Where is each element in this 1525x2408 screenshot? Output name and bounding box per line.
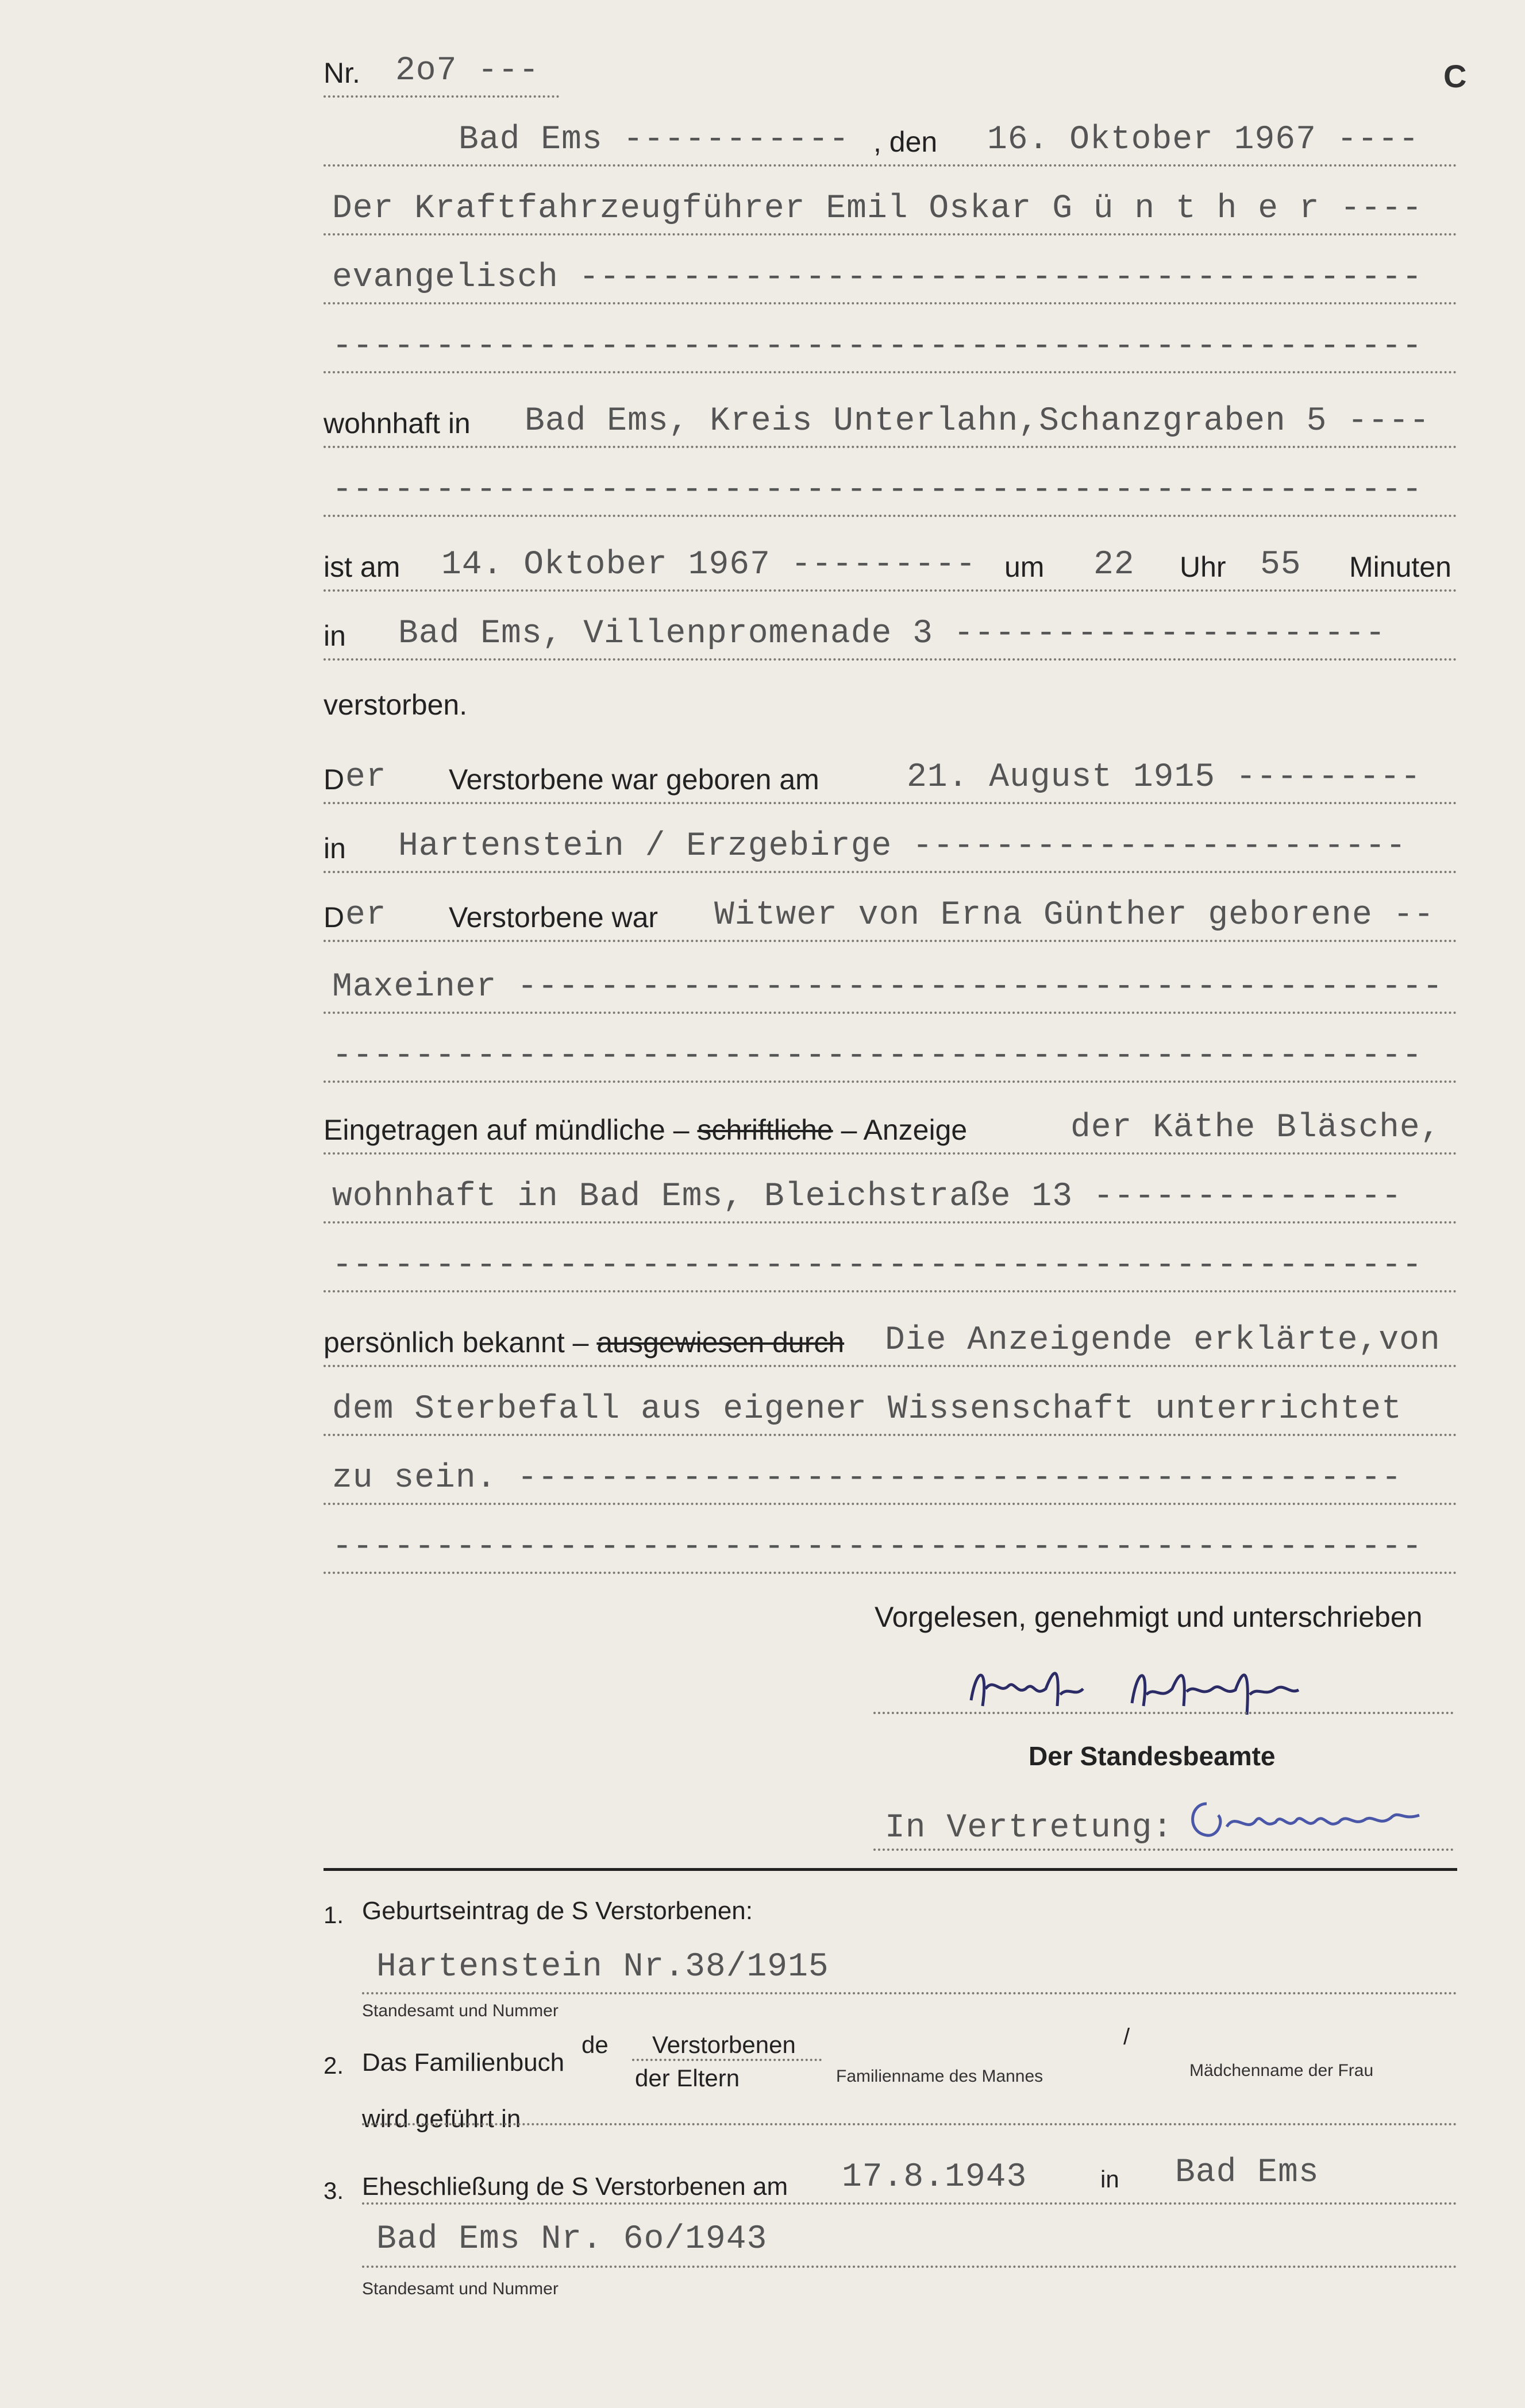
identification-label [324,1326,844,1359]
der-suffix: er [345,759,387,796]
identification-text: dem Sterbefall aus eigener Wissenschaft unterrichtet [332,1391,1402,1428]
dotted-line [324,164,1457,167]
dotted-line [324,1152,1457,1155]
der-prefix: D [324,901,345,933]
der-prefix: D [324,763,345,796]
residence-blank-row [324,460,1457,517]
footnote-number: 3. [324,2177,344,2204]
death-hour: 22 [1093,546,1135,584]
identification-row [324,1310,1457,1367]
registration-label-a: Eingetragen auf mündliche – [324,1114,690,1146]
registration-label-b: – Anzeige [841,1114,968,1146]
identification-label-a: persönlich bekannt – [324,1326,589,1359]
dotted-line [362,1992,1457,1994]
dotted-line [324,940,1457,942]
dotted-line [362,2202,1457,2205]
person-row [324,178,1457,236]
um-label: um [1004,551,1045,583]
identification-line3 [324,1448,1457,1505]
footnote-number: 1. [324,1901,344,1928]
date: 16. Oktober 1967 ---- [987,121,1419,159]
marriage-in-label: in [1100,2166,1119,2193]
read-statement: Vorgelesen, genehmigt und unterschrieben [875,1601,1423,1633]
family-book-slash: / [1123,2024,1130,2050]
religion-row [324,247,1457,304]
birth-place-row [324,816,1457,873]
marriage-place: Bad Ems [1175,2154,1319,2191]
family-book-kept-in: wird geführt in [362,2105,521,2133]
dotted-line [324,446,1457,448]
struck-ausgewiesen: ausgewiesen durch [596,1326,845,1359]
spouse-maiden-name: Maxeiner --------------------------------------------- [332,968,1443,1006]
death-place: Bad Ems, Villenpromenade 3 --------------------- [398,615,1386,653]
record-number: 2o7 --- [395,52,540,90]
blank-dashes: ----------------------------------------------------- [332,328,1423,365]
death-date-row [324,534,1457,592]
dotted-line [324,1221,1457,1224]
blank-row [324,316,1457,373]
ist-am-label: ist am [324,551,400,583]
death-minutes: 55 [1260,546,1301,584]
blank-dashes: ----------------------------------------------------- [332,1247,1423,1284]
marriage-label: Eheschließung de S Verstorbenen am [362,2172,788,2201]
marital-line2 [324,956,1457,1014]
birth-entry-label: Geburtseintrag de S Verstorbenen: [362,1897,753,1925]
blank-dashes: ----------------------------------------------------- [332,1529,1423,1566]
husband-caption: Familienname des Mannes [836,2067,1043,2086]
verstorben-text: verstorben. [324,689,468,721]
corner-letter: C [1443,58,1467,94]
dotted-line [324,1572,1457,1574]
dotted-line [324,802,1457,804]
dotted-line [362,2123,1457,2125]
informant-signature [873,1654,1454,1723]
registration-label [324,1113,967,1147]
birth-place: Hartenstein / Erzgebirge ------------------------ [398,828,1407,865]
dotted-line [324,658,1457,661]
marriage-date: 17.8.1943 [842,2159,1027,2196]
section-divider [324,1868,1457,1871]
family-book-eltern: der Eltern [635,2064,740,2091]
dotted-line [324,1434,1457,1436]
uhr-label: Uhr [1180,551,1226,583]
death-place-row [324,603,1457,661]
identification-line4 [324,1516,1457,1574]
birth-label: Verstorbene war geboren am [449,763,819,796]
deputy-label: In Vertretung: [885,1809,1173,1847]
dotted-line [632,2059,822,2061]
den-label: , den [873,126,938,158]
marital-line3 [324,1025,1457,1083]
identification-value: Die Anzeigende erklärte,von [885,1322,1441,1359]
registrar-signature-drawing [1184,1781,1482,1850]
marriage-caption: Standesamt und Nummer [362,2279,559,2298]
informant-name: der Käthe Bläsche, [1070,1109,1441,1147]
residence-value: Bad Ems, Kreis Unterlahn,Schanzgraben 5 ---- [525,403,1430,440]
place: Bad Ems ----------- [459,121,850,159]
signature-line [873,1712,1454,1714]
dotted-line [324,871,1457,873]
marriage-registry-value: Bad Ems Nr. 6o/1943 [376,2221,768,2258]
footnote-number: 2. [324,2052,344,2079]
family-book-de: de [581,2031,609,2058]
der-suffix: er [345,897,387,934]
dotted-line [324,371,1457,373]
marital-row [324,885,1457,942]
registration-row [324,1097,1457,1155]
religion: evangelisch ----------------------------------------- [332,259,1423,296]
place-date-row [324,109,1457,167]
residence-label: wohnhaft in [324,407,471,439]
dotted-line [324,515,1457,517]
birth-date: 21. August 1915 --------- [907,759,1422,796]
informant-address: wohnhaft in Bad Ems, Bleichstraße 13 --------------- [332,1178,1402,1215]
identification-line2 [324,1379,1457,1436]
marital-value: Witwer von Erna Günther geborene -- [714,897,1435,934]
identification-text: zu sein. ------------------------------------------- [332,1460,1402,1497]
record-number-row [324,40,559,98]
deceased-name: Der Kraftfahrzeugführer Emil Oskar G ü n t h e r ---- [332,190,1423,227]
wife-caption: Mädchenname der Frau [1189,2061,1374,2080]
dotted-line [324,1503,1457,1505]
death-date: 14. Oktober 1967 --------- [441,546,976,584]
blank-dashes: ----------------------------------------------------- [332,472,1423,509]
dotted-line [324,1012,1457,1014]
nr-label: Nr. [324,57,360,89]
dotted-line [324,1290,1457,1292]
in-label: in [324,832,346,865]
dotted-line [324,233,1457,236]
dotted-line [324,95,559,98]
dotted-line [324,302,1457,304]
minuten-label: Minuten [1349,551,1451,583]
residence-row [324,391,1457,448]
marital-label: Verstorbene war [449,901,658,933]
family-book-verstorbenen: Verstorbenen [652,2031,796,2058]
family-book-label: Das Familienbuch [362,2048,565,2077]
registration-line2 [324,1166,1457,1224]
dotted-line [324,1080,1457,1083]
blank-dashes: ----------------------------------------------------- [332,1037,1423,1075]
registrar-signature-block [873,1781,1454,1855]
signature-line [873,1849,1454,1851]
dotted-line [362,2266,1457,2268]
birth-row [324,747,1457,804]
birth-entry-caption: Standesamt und Nummer [362,2001,559,2020]
birth-entry-value: Hartenstein Nr.38/1915 [376,1948,829,1986]
verstorben-row [324,672,553,730]
in-label: in [324,620,346,652]
struck-schriftliche: schriftliche [697,1114,833,1146]
dotted-line [324,1365,1457,1367]
dotted-line [324,589,1457,592]
registration-line3 [324,1235,1457,1292]
registrar-label: Der Standesbeamte [1029,1741,1276,1771]
